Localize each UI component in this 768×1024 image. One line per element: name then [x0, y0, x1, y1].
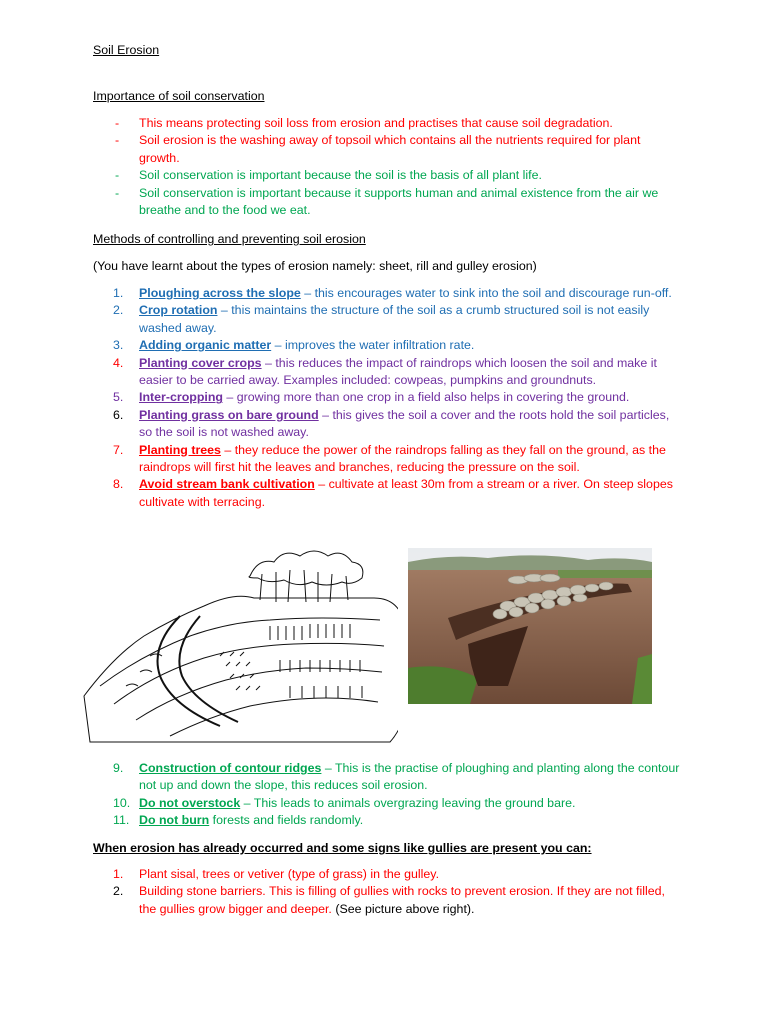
list-item [93, 355, 683, 390]
method-term: Adding organic matter [139, 338, 272, 353]
list-marker: 1. [113, 867, 124, 881]
method-term: Planting trees [139, 442, 221, 457]
list-item [93, 337, 683, 354]
method-desc: – improves the water infiltration rate. [271, 338, 475, 353]
method-desc: – This leads to animals overgrazing leaving the ground bare. [240, 795, 576, 810]
list-marker: 2. [113, 884, 124, 899]
list-text: Soil conservation is important because the soil is the basis of all plant life. [139, 168, 542, 183]
list-marker: 5. [113, 390, 124, 405]
methods-heading: Methods of controlling and preventing soil erosion [93, 232, 366, 246]
method-term: Avoid stream bank cultivation [139, 477, 315, 492]
list-item [93, 866, 683, 883]
method-desc: – they reduce the power of the raindrops falling as they fall on the ground, as the raindrops will first hit the leaves and branches, reducing the pressure on the soil. [139, 442, 666, 475]
list-text: This means protecting soil loss from erosion and practises that cause soil degradation. [139, 116, 613, 130]
method-desc: – cultivate at least 30m from a stream or a river. On steep slopes cultivate with terracing. [139, 477, 673, 509]
method-term: Planting grass on bare ground [139, 407, 319, 422]
method-term: Do not overstock [139, 795, 241, 810]
list-item [93, 302, 683, 337]
method-desc: – growing more than one crop in a field also helps in covering the ground. [222, 390, 630, 405]
list-marker: 8. [113, 477, 124, 492]
method-desc: – this gives the soil a cover and the roots hold the soil particles, so the soil is not washed away. [139, 407, 670, 440]
method-desc: – this encourages water to sink into the soil and discourage run-off. [300, 286, 672, 300]
list-marker: - [115, 116, 120, 130]
list-item [93, 476, 683, 511]
list-marker: 9. [113, 761, 124, 775]
list-text: Plant sisal, trees or vetiver (type of grass) in the gulley. [139, 867, 440, 881]
list-item [93, 795, 683, 812]
method-desc: – this reduces the impact of raindrops which loosen the soil and make it easier to be carried away. Examples included: cowpeas, pumpkins and groundnuts. [139, 355, 657, 388]
list-item [93, 115, 683, 132]
terraced-hillside-sketch-icon [80, 536, 398, 744]
importance-list [93, 115, 683, 219]
list-item [93, 389, 683, 406]
list-text-suffix: (See picture above right). [331, 901, 475, 916]
method-term: Crop rotation [139, 303, 218, 318]
list-item [93, 407, 683, 442]
list-marker: 7. [113, 442, 124, 457]
list-marker: 6. [113, 407, 124, 422]
list-marker: - [115, 168, 120, 183]
importance-heading: Importance of soil conservation [93, 89, 265, 103]
list-marker: - [115, 133, 120, 148]
method-term: Ploughing across the slope [139, 286, 301, 300]
list-item [93, 167, 683, 184]
occurred-heading: When erosion has already occurred and some signs like gullies are present you can: [93, 841, 592, 855]
list-marker: 11. [113, 813, 130, 828]
list-marker: 3. [113, 338, 124, 353]
stone-barrier-gully-photo-icon [408, 548, 652, 704]
method-term: Inter-cropping [139, 390, 223, 405]
list-marker: 4. [113, 355, 124, 370]
methods-list-continued [93, 760, 683, 830]
list-marker: 2. [113, 303, 124, 318]
list-text: Soil conservation is important because it supports human and animal existence from the air we breathe and to the food we eat. [139, 185, 659, 218]
occurred-list [93, 866, 683, 918]
method-desc: – This is the practise of ploughing and planting along the contour not up and down the slope, this reduces soil erosion. [139, 761, 680, 793]
list-marker: 1. [113, 286, 124, 300]
method-desc: – this maintains the structure of the soil as a crumb structured soil is not easily washed away. [139, 303, 650, 335]
methods-list [93, 285, 683, 511]
list-item [93, 442, 683, 477]
methods-note: (You have learnt about the types of erosion namely: sheet, rill and gulley erosion) [93, 259, 537, 273]
list-text: Soil erosion is the washing away of topsoil which contains all the nutrients required for plant growth. [139, 133, 641, 165]
list-item [93, 760, 683, 795]
method-term: Construction of contour ridges [139, 761, 322, 775]
method-term: Do not burn [139, 813, 210, 828]
list-marker: 10. [113, 795, 131, 810]
list-item [93, 812, 683, 829]
list-item [93, 132, 683, 167]
page-title: Soil Erosion [93, 43, 160, 57]
list-item [93, 883, 683, 918]
method-desc: forests and fields randomly. [209, 813, 364, 828]
method-term: Planting cover crops [139, 355, 262, 370]
list-marker: - [115, 185, 120, 200]
list-item [93, 285, 683, 302]
list-item [93, 185, 683, 220]
list-text: Building stone barriers. This is filling of gullies with rocks to prevent erosion. If they are not filled, the gullies grow bigger and deeper. [139, 884, 665, 916]
